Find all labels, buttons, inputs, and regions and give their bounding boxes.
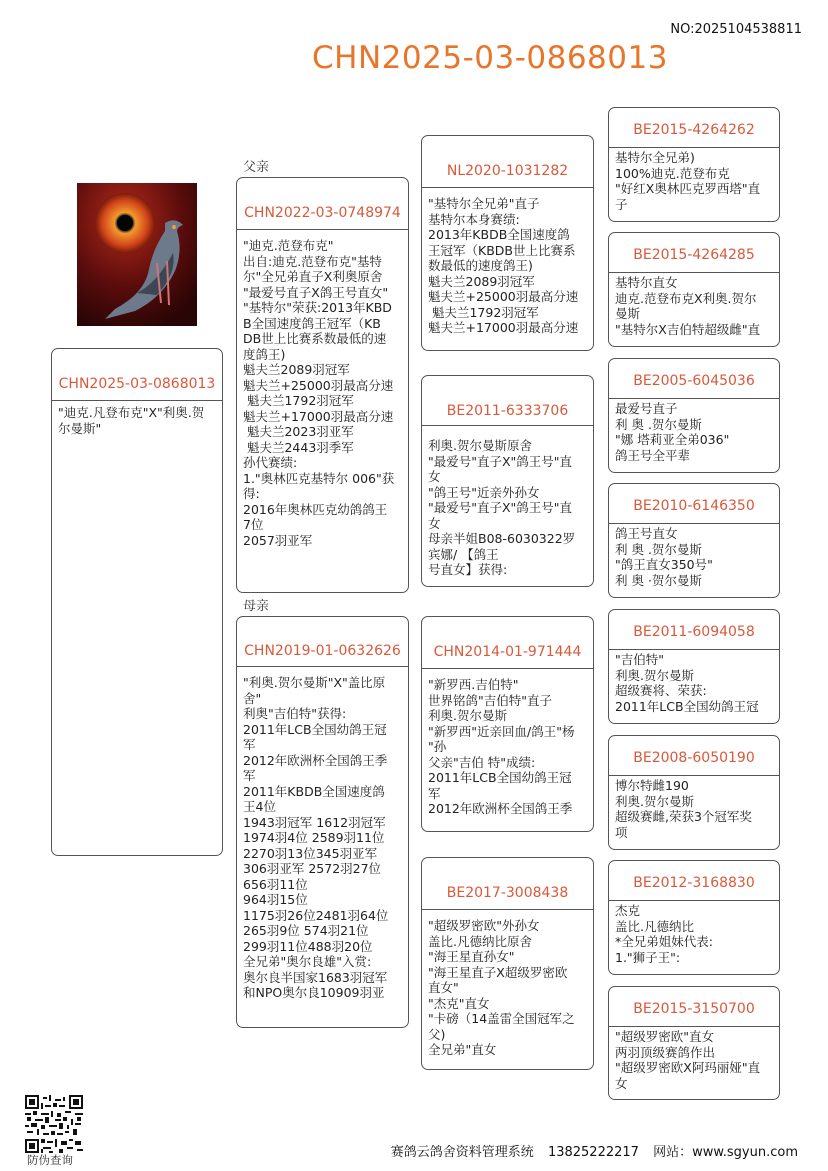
mm-ring: BE2017-3008438 <box>422 858 593 910</box>
mother-card <box>236 616 409 1028</box>
page-title: CHN2025-03-0868013 <box>312 40 668 76</box>
mmf-ring: BE2012-3168830 <box>609 861 779 901</box>
subject-card <box>51 348 223 856</box>
father-card <box>236 177 409 593</box>
mfm-ring: BE2008-6050190 <box>609 736 779 776</box>
fmf-notes: 最爱号直子 利 奥 .贺尔曼斯 "娜 塔莉亚全弟036" 鸽王号全平辈 <box>615 401 730 463</box>
mff-notes: "吉伯特" 利奥.贺尔曼斯 超级赛将、荣获: 2011年LCB全国幼鸽王冠 <box>615 652 759 714</box>
mmm-card <box>608 986 780 1100</box>
fff-card <box>608 107 780 222</box>
ffm-ring: BE2015-4264285 <box>609 233 779 273</box>
mf-card <box>421 616 594 832</box>
document-number: NO:2025104538811 <box>670 22 802 37</box>
mf-ring: CHN2014-01-971444 <box>422 617 593 669</box>
mother-notes: "利奥.贺尔曼斯"X"盖比原 舍" 利奥"吉伯特"获得: 2011年LCB全国幼鸽王冠 军 2012年欧洲杯全国鸽王季 军 2011年KBDB全国速度鸽 王4位 1943羽冠军 1612羽冠军 1974羽4位 2589羽11位 2270羽13位345羽亚军 306羽亚军 2572羽27位 656羽11位 964羽15位 1175羽26位2481羽64位 265羽9位 574羽21位 299羽11位488羽20位 全兄弟"奥尔良雄"入赏: 奥尔良半国家1683羽冠军 和NPO奥尔良10909羽亚 <box>243 675 389 1000</box>
mmm-notes: "超级罗密欧"直女 两羽顶级赛鸽作出 "超级罗密欧X阿玛丽娅"直 女 <box>615 1029 761 1091</box>
fmf-ring: BE2005-6045036 <box>609 359 779 399</box>
father-label: 父亲 <box>243 160 270 175</box>
mff-ring: BE2011-6094058 <box>609 610 779 650</box>
mmm-ring: BE2015-3150700 <box>609 987 779 1027</box>
fmm-card <box>608 483 780 598</box>
footer <box>381 1141 798 1160</box>
fmm-notes: 鸽王号直女 利 奥 .贺尔曼斯 "鸽王直女350号" 利 奥 ·贺尔曼斯 <box>615 526 713 588</box>
ff-notes: "基特尔全兄弟"直子 基特尔本身赛绩: 2013年KBDB全国速度鸽 王冠军（KBDB世上比赛系 数最低的速度鸽王) 魁夫兰2089羽冠军 魁夫兰+25000羽最高分速 魁夫兰1792羽冠军 魁夫兰+17000羽最高分速 <box>428 196 579 335</box>
pigeon-image <box>77 183 197 326</box>
subject-notes: "迪克.凡登布克"X"利奥.贺 尔曼斯" <box>58 405 205 436</box>
father-ring: CHN2022-03-0748974 <box>237 178 408 230</box>
fmf-card <box>608 358 780 473</box>
ff-card <box>421 135 594 351</box>
mfm-card <box>608 735 780 850</box>
fff-ring: BE2015-4264262 <box>609 108 779 148</box>
mother-ring: CHN2019-01-0632626 <box>237 617 408 667</box>
fm-ring: BE2011-6333706 <box>422 376 593 426</box>
footer-phone: 13825222217 <box>547 1145 639 1160</box>
fff-notes: 基特尔全兄弟) 100%迪克.范登布克 "好红X奥林匹克罗西塔"直 子 <box>615 150 761 212</box>
mff-card <box>608 609 780 724</box>
ffm-notes: 基特尔直女 迪克.范登布克X利奥.贺尔 曼斯 "基特尔X吉伯特超级雌"直 <box>615 275 761 337</box>
fm-card <box>421 375 594 587</box>
qr-code-icon[interactable] <box>25 1095 83 1153</box>
fm-notes: 利奥.贺尔曼斯原舍 "最爱号"直子X"鸽王号"直 女 "鸽王号"近亲外孙女 "最爱号"直子X"鸽王号"直 女 母亲半姐B08-6030322罗 宾娜/ 【鸽王 号直女】获得: <box>428 438 576 577</box>
mmf-notes: 杰克 盖比.凡德纳比 *全兄弟姐妹代表: 1."狮子王": <box>615 903 713 965</box>
father-notes: "迪克.范登布克" 出自:迪克.范登布克"基特 尔"全兄弟直子X利奥原舍 "最爱号直子X鸽王号直女" "基特尔"荣获:2013年KBD B全国速度鸽王冠军（KB DB世上比赛系数最低的速 度鸽王) 魁夫兰2089羽冠军 魁夫兰+25000羽最高分速 魁夫兰1792羽冠军 魁夫兰+17000羽最高分速 魁夫兰2023羽亚军 魁夫兰2443羽季军 孙代赛绩: 1."奥林匹克基特尔 006"获 得: 2016年奥林匹克幼鸽鸽王 7位 2057羽亚军 <box>243 238 395 548</box>
ffm-card <box>608 232 780 347</box>
mm-card <box>421 857 594 1070</box>
mother-label: 母亲 <box>243 599 270 614</box>
qr-label: 防伪查询 <box>27 1153 73 1167</box>
pigeon-photo <box>77 183 197 326</box>
subject-ring: CHN2025-03-0868013 <box>52 349 222 401</box>
footer-site[interactable]: 网站：www.sgyun.com <box>653 1145 798 1160</box>
mm-notes: "超级罗密欧"外孙女 盖比.凡德纳比原舍 "海王星直孙女" "海王星直子X超级罗密欧 直女" "杰克"直女 "卡磅（14盖雷全国冠军之 父) 全兄弟"直女 <box>428 918 575 1057</box>
footer-system: 赛鸽云鸽舍资料管理系统 <box>390 1145 534 1160</box>
mfm-notes: 博尔特雌190 利奥.贺尔曼斯 超级赛雌,荣获3个冠军奖 项 <box>615 778 752 840</box>
mf-notes: "新罗西.吉伯特" 世界铭鸽"吉伯特"直子 利奥.贺尔曼斯 "新罗西"近亲回血/鸽王"杨 "孙 父亲"吉伯 特"成绩: 2011年LCB全国幼鸽王冠 军 2012年欧洲杯全国鸽王季 <box>428 677 575 816</box>
fmm-ring: BE2010-6146350 <box>609 484 779 524</box>
ff-ring: NL2020-1031282 <box>422 136 593 188</box>
mmf-card <box>608 860 780 975</box>
